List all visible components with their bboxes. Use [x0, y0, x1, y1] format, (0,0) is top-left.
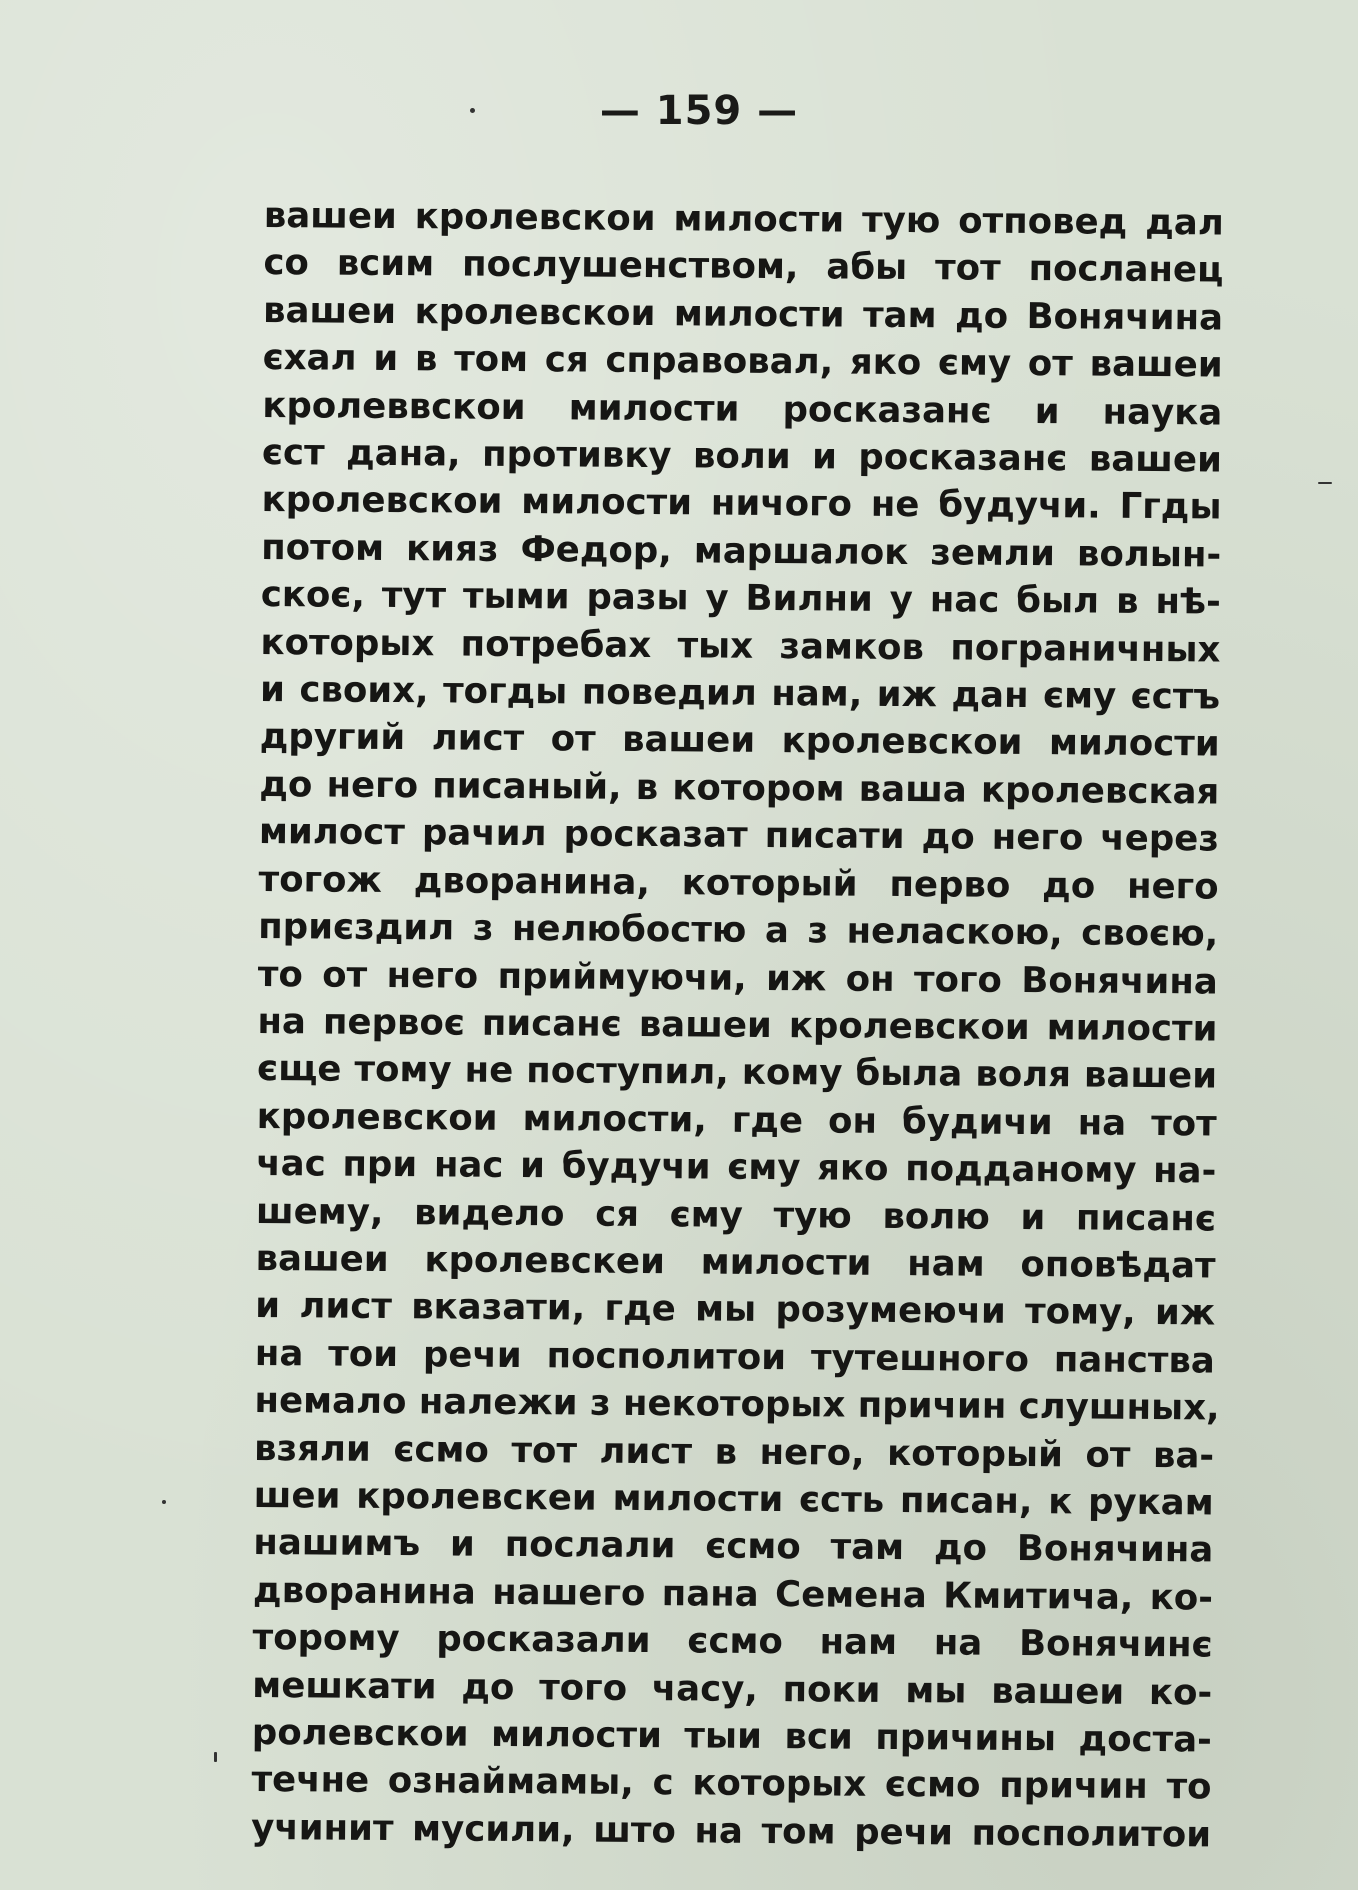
- text-line: кролеввскои милости росказанє и наука: [262, 384, 1223, 434]
- text-line: до него писаный, в котором ваша кролевская: [259, 763, 1220, 813]
- text-line: вашеи кролевскеи милости нам оповѣдат: [255, 1237, 1216, 1287]
- page-number-text: — 159 —: [599, 88, 799, 134]
- text-line: єхал и в том ся справовал, яко єму от вашеи: [262, 337, 1223, 386]
- text-line: милост рачил росказат писати до него через: [258, 811, 1220, 860]
- text-line: кролевскои милости ничого не будучи. Ггды: [261, 479, 1222, 528]
- text-line: взяли єсмо тот лист в него, который от ва-: [253, 1427, 1215, 1477]
- text-line: дворанина нашего пана Семена Кмитича, ко-: [252, 1569, 1214, 1619]
- text-line: шеи кролевскеи милости єсть писан, к рукам: [253, 1474, 1214, 1524]
- paper-speck: [1318, 482, 1332, 484]
- text-line: другий лист от вашеи кролевскои милости: [259, 716, 1220, 765]
- text-line: немало належи з некоторых причин слушных,: [254, 1380, 1220, 1429]
- text-line: скоє, тут тыми разы у Вилни у нас был в нѣ-: [260, 574, 1221, 623]
- text-line: вашеи кролевскои милости тую отповед дал: [263, 194, 1224, 244]
- paper-speck: [162, 1500, 166, 1504]
- text-line: тогож дворанина, который перво до него: [258, 858, 1219, 908]
- text-line: то от него приймуючи, иж он того Вонячина: [257, 953, 1218, 1003]
- text-line: єще тому не поступил, кому была воля вашеи: [256, 1048, 1218, 1097]
- text-line: нашимъ и послали єсмо там до Вонячина: [253, 1522, 1214, 1571]
- text-line: потом кияз Федор, маршалок земли волын-: [261, 526, 1222, 576]
- text-line: на первоє писанє вашеи кролевскои милости: [257, 1000, 1218, 1050]
- text-line: течне ознаймамы, с которых єсмо причин то: [251, 1759, 1212, 1808]
- text-line: кролевскои милости, где он будичи на тот: [256, 1095, 1217, 1145]
- text-line: вашеи кролевскои милости там до Вонячина: [262, 289, 1224, 339]
- text-line: мешкати до того часу, поки мы вашеи ко-: [252, 1664, 1213, 1714]
- text-line: єст дана, противку воли и росказанє вашеи: [261, 432, 1223, 481]
- paper-speck: [214, 1752, 217, 1762]
- text-line: на тои речи посполитои тутешного панства: [254, 1332, 1216, 1382]
- page-number: [0, 88, 1358, 134]
- paper-speck: [470, 108, 475, 113]
- text-line: и лист вказати, где мы розумеючи тому, иж: [255, 1285, 1216, 1334]
- body-text: [251, 192, 1224, 1859]
- text-line: час при нас и будучи єму яко подданому на-: [256, 1143, 1217, 1192]
- text-line: ролевскои милости тыи вси причины доста-: [251, 1711, 1213, 1761]
- text-line: учинит мусили, што на том речи посполитои: [250, 1806, 1212, 1856]
- text-line: приєздил з нелюбостю а з неласкою, своєю,: [258, 906, 1219, 955]
- text-line: торому росказали єсмо нам на Вонячинє: [252, 1617, 1213, 1666]
- text-line: и своих, тогды поведил нам, иж дан єму єстъ: [259, 669, 1221, 718]
- text-line: шему, видело ся єму тую волю и писанє: [255, 1190, 1217, 1240]
- text-line: со всим послушенством, абы тот посланец: [263, 242, 1224, 291]
- text-line: которых потребах тых замков пограничных: [260, 621, 1221, 671]
